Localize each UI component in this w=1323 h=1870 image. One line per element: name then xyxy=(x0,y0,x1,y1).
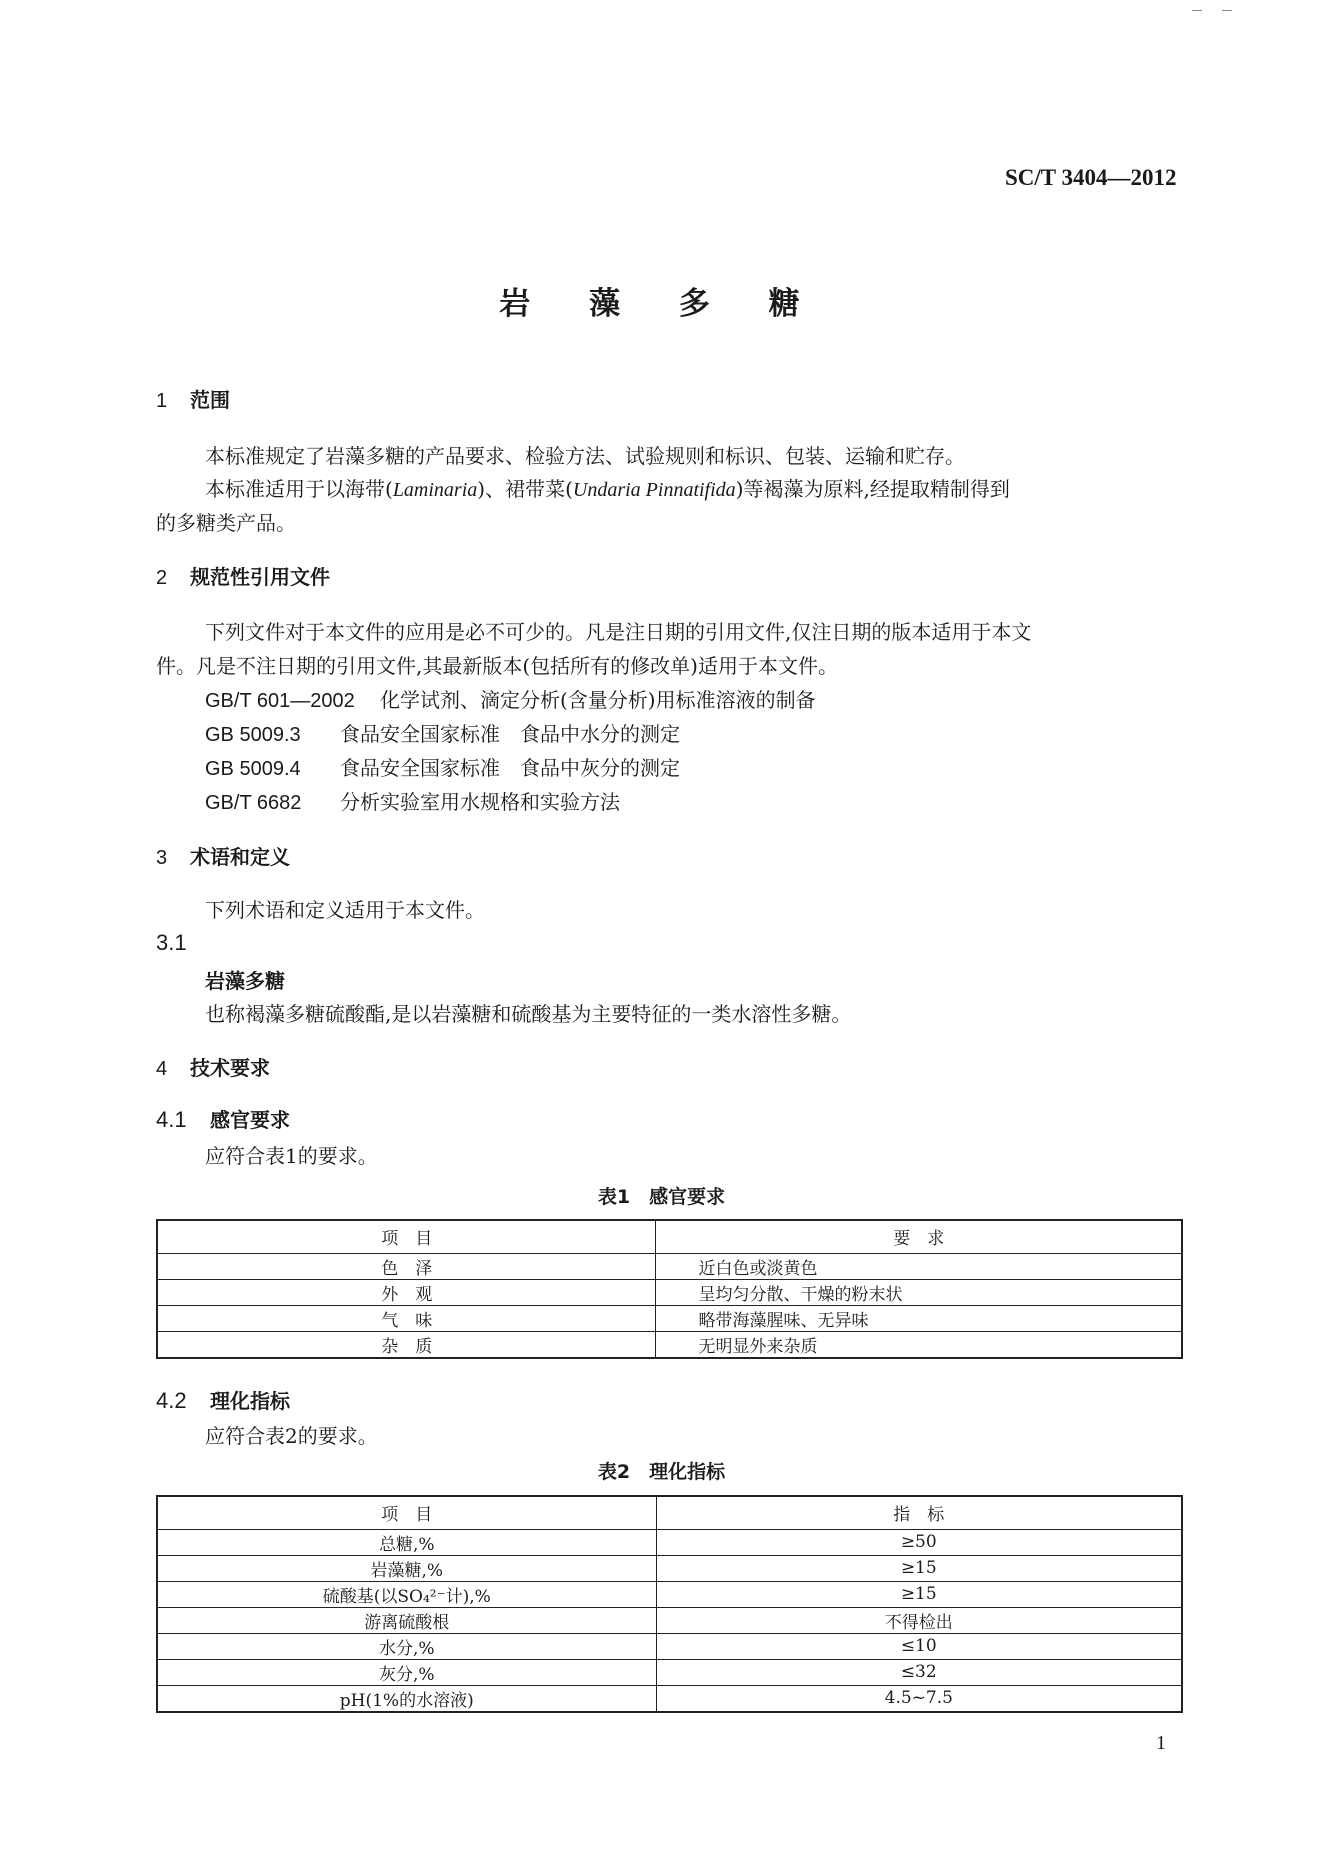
scan-mark xyxy=(1222,10,1232,11)
subsection-number: 3.1 xyxy=(156,930,187,955)
table-header-cell: 项 目 xyxy=(157,1496,656,1529)
table-row xyxy=(157,1633,1182,1659)
reference-title: 食品安全国家标准 食品中水分的测定 xyxy=(340,722,680,746)
subsection-number: 4.1 xyxy=(156,1107,187,1132)
latin-name: Laminaria xyxy=(392,479,478,501)
reference-title: 食品安全国家标准 食品中灰分的测定 xyxy=(340,756,680,780)
page-number: 1 xyxy=(1156,1732,1166,1754)
table-cell: 气 味 xyxy=(157,1305,656,1331)
table-cell: 无明显外来杂质 xyxy=(656,1331,1182,1358)
table-1-caption: 表1 感官要求 xyxy=(597,1186,726,1208)
table-cell: ≤32 xyxy=(656,1659,1182,1685)
table-1 xyxy=(156,1219,1183,1359)
table-cell: ≥50 xyxy=(656,1529,1182,1555)
table-cell: 不得检出 xyxy=(656,1607,1182,1633)
section-1-paragraph-1: 本标准规定了岩藻多糖的产品要求、检验方法、试验规则和标识、包装、运输和贮存。 xyxy=(205,444,965,468)
section-number: 1 xyxy=(156,390,168,412)
section-number: 3 xyxy=(156,847,168,869)
table-cell: 水分,% xyxy=(157,1633,656,1659)
table-cell: 略带海藻腥味、无异味 xyxy=(656,1305,1182,1331)
reference-code: GB/T 601—2002 xyxy=(205,690,355,712)
reference-title: 化学试剂、滴定分析(含量分析)用标准溶液的制备 xyxy=(380,688,816,712)
table-cell: 色 泽 xyxy=(157,1253,656,1279)
section-4-heading xyxy=(156,1052,270,1081)
subsection-4-1-heading xyxy=(156,1104,290,1133)
subsection-number: 4.2 xyxy=(156,1388,187,1413)
section-title: 技术要求 xyxy=(190,1056,270,1080)
table-2-caption: 表2 理化指标 xyxy=(597,1461,726,1483)
section-1-heading xyxy=(156,384,230,413)
section-1-paragraph-2 xyxy=(205,473,1010,502)
table-cell: 4.5~7.5 xyxy=(656,1685,1182,1712)
section-3-heading xyxy=(156,841,290,870)
table-cell: ≥15 xyxy=(656,1581,1182,1607)
table-row xyxy=(157,1529,1182,1555)
standard-code: SC/T 3404—2012 xyxy=(1005,165,1177,190)
table-row xyxy=(157,1581,1182,1607)
table-cell: 近白色或淡黄色 xyxy=(656,1253,1182,1279)
section-number: 2 xyxy=(156,567,168,589)
table-cell: 岩藻糖,% xyxy=(157,1555,656,1581)
reference-item xyxy=(205,786,620,815)
table-cell: ≤10 xyxy=(656,1633,1182,1659)
reference-title: 分析实验室用水规格和实验方法 xyxy=(340,790,620,814)
table-2 xyxy=(156,1495,1183,1713)
table-row xyxy=(157,1607,1182,1633)
document-title: 岩 藻 多 糖 xyxy=(499,286,824,322)
text-run: )、裙带菜( xyxy=(477,477,573,501)
section-1-paragraph-2-cont: 的多糖类产品。 xyxy=(156,511,296,535)
section-title: 术语和定义 xyxy=(190,845,290,869)
reference-code: GB 5009.3 xyxy=(205,724,301,746)
table-cell: 硫酸基(以SO₄²⁻计),% xyxy=(157,1581,656,1607)
term: 岩藻多糖 xyxy=(205,969,285,993)
term-definition: 也称褐藻多糖硫酸酯,是以岩藻糖和硫酸基为主要特征的一类水溶性多糖。 xyxy=(205,1002,852,1026)
table-row xyxy=(157,1279,1182,1305)
table-cell: 灰分,% xyxy=(157,1659,656,1685)
table-header-row xyxy=(157,1220,1182,1253)
table-header-cell: 项 目 xyxy=(157,1220,656,1253)
table-header-cell: 指 标 xyxy=(656,1496,1182,1529)
subsection-title: 感官要求 xyxy=(210,1108,290,1132)
table-cell: 总糖,% xyxy=(157,1529,656,1555)
section-2-heading xyxy=(156,561,330,590)
table-header-cell: 要 求 xyxy=(656,1220,1182,1253)
subsection-4-1-text: 应符合表1的要求。 xyxy=(205,1144,378,1168)
reference-item xyxy=(205,684,816,713)
table-row xyxy=(157,1555,1182,1581)
table-row xyxy=(157,1305,1182,1331)
reference-item xyxy=(205,752,680,781)
table-header-row xyxy=(157,1496,1182,1529)
table-cell: 杂 质 xyxy=(157,1331,656,1358)
section-title: 范围 xyxy=(190,388,230,412)
table-row xyxy=(157,1685,1182,1712)
section-3-paragraph: 下列术语和定义适用于本文件。 xyxy=(205,898,485,922)
subsection-4-2-heading xyxy=(156,1385,290,1414)
table-row xyxy=(157,1253,1182,1279)
reference-item xyxy=(205,718,680,747)
section-2-paragraph-line-2: 件。凡是不注日期的引用文件,其最新版本(包括所有的修改单)适用于本文件。 xyxy=(156,654,838,678)
section-2-paragraph-line-1: 下列文件对于本文件的应用是必不可少的。凡是注日期的引用文件,仅注日期的版本适用于本文 xyxy=(205,620,1032,644)
table-row xyxy=(157,1331,1182,1358)
table-cell: 游离硫酸根 xyxy=(157,1607,656,1633)
reference-code: GB 5009.4 xyxy=(205,758,301,780)
table-row xyxy=(157,1659,1182,1685)
subsection-title: 理化指标 xyxy=(210,1389,290,1413)
reference-code: GB/T 6682 xyxy=(205,792,302,814)
table-cell: 呈均匀分散、干燥的粉末状 xyxy=(656,1279,1182,1305)
table-cell: 外 观 xyxy=(157,1279,656,1305)
table-cell: pH(1%的水溶液) xyxy=(157,1685,656,1712)
table-cell: ≥15 xyxy=(656,1555,1182,1581)
scan-mark xyxy=(1192,10,1202,11)
section-number: 4 xyxy=(156,1058,168,1080)
subsection-4-2-text: 应符合表2的要求。 xyxy=(205,1424,378,1448)
section-title: 规范性引用文件 xyxy=(190,565,330,589)
text-run: 本标准适用于以海带( xyxy=(205,477,393,501)
latin-name: Undaria Pinnatifida xyxy=(572,479,736,501)
text-run: )等褐藻为原料,经提取精制得到 xyxy=(735,477,1010,501)
